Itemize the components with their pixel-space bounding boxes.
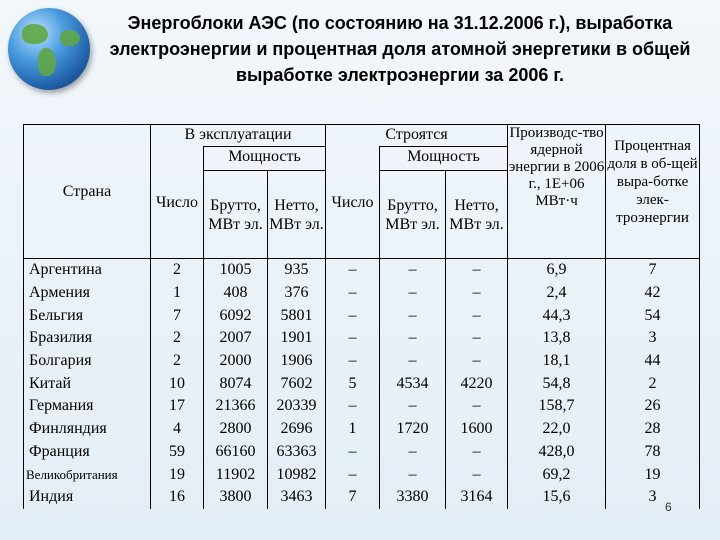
header-c-gross: Брутто, МВт эл. (380, 171, 446, 259)
cell-op-net: 1906 (268, 350, 326, 373)
header-op-number: Число (151, 147, 204, 259)
table-row (24, 350, 700, 373)
cell-c-net: 4220 (446, 372, 508, 395)
cell-c-gross: – (380, 304, 446, 327)
title-line-1: Энергоблоки АЭС (по состоянию на 31.12.2006 г.), выработка (127, 13, 673, 33)
cell-c-num: 1 (326, 418, 380, 441)
table-row (24, 259, 700, 282)
header-c-capacity: Мощность (380, 147, 508, 171)
cell-prod: 13,8 (508, 327, 606, 350)
cell-share: 2 (606, 372, 700, 395)
cell-op-num: 10 (151, 372, 204, 395)
cell-op-num: 2 (151, 327, 204, 350)
cell-op-num: 16 (151, 486, 204, 509)
cell-c-gross: – (380, 259, 446, 282)
title-line-3: выработке электроэнергии за 2006 г. (235, 65, 565, 85)
cell-op-gross: 2800 (204, 418, 268, 441)
cell-c-net: – (446, 259, 508, 282)
cell-country: Болгария (24, 350, 151, 373)
cell-country: Армения (24, 282, 151, 305)
cell-c-num: – (326, 463, 380, 486)
cell-op-net: 7602 (268, 372, 326, 395)
cell-op-net: 2696 (268, 418, 326, 441)
cell-op-net: 5801 (268, 304, 326, 327)
header-op-capacity: Мощность (204, 147, 326, 171)
cell-c-net: – (446, 304, 508, 327)
cell-country: Бразилия (24, 327, 151, 350)
cell-share: 42 (606, 282, 700, 305)
table-row (24, 463, 700, 486)
cell-c-gross: – (380, 282, 446, 305)
cell-op-net: 935 (268, 259, 326, 282)
cell-c-gross: 3380 (380, 486, 446, 509)
cell-op-gross: 2007 (204, 327, 268, 350)
cell-op-num: 1 (151, 282, 204, 305)
cell-op-gross: 3800 (204, 486, 268, 509)
cell-c-net: – (446, 282, 508, 305)
cell-country: Финляндия (24, 418, 151, 441)
cell-prod: 15,6 (508, 486, 606, 509)
cell-share: 26 (606, 395, 700, 418)
cell-c-net: – (446, 327, 508, 350)
table-body (24, 259, 700, 509)
cell-c-net: 1600 (446, 418, 508, 441)
cell-op-net: 3463 (268, 486, 326, 509)
cell-country: Бельгия (24, 304, 151, 327)
cell-c-gross: – (380, 395, 446, 418)
cell-share: 44 (606, 350, 700, 373)
table-row (24, 327, 700, 350)
cell-op-gross: 6092 (204, 304, 268, 327)
cell-share: 3 (606, 486, 700, 509)
cell-prod: 22,0 (508, 418, 606, 441)
table-row (24, 441, 700, 464)
header-country: Страна (24, 125, 151, 259)
cell-op-net: 376 (268, 282, 326, 305)
cell-prod: 158,7 (508, 395, 606, 418)
cell-c-num: – (326, 304, 380, 327)
header-share: Процентная доля в об-щей выра-ботке элек-троэнергии (606, 125, 700, 259)
title-line-2: электроэнергии и процентная доля атомной энергетики в общей (109, 39, 691, 59)
cell-op-num: 19 (151, 463, 204, 486)
cell-c-gross: – (380, 463, 446, 486)
cell-c-net: – (446, 463, 508, 486)
cell-op-num: 7 (151, 304, 204, 327)
cell-op-net: 20339 (268, 395, 326, 418)
cell-country: Франция (24, 441, 151, 464)
header-production: Производс-тво ядерной энергии в 2006 г., 1Е+06 МВт·ч (508, 125, 606, 259)
cell-c-num: – (326, 350, 380, 373)
cell-op-num: 59 (151, 441, 204, 464)
cell-prod: 428,0 (508, 441, 606, 464)
cell-country: Индия (24, 486, 151, 509)
cell-prod: 69,2 (508, 463, 606, 486)
header-c-net: Нетто, МВт эл. (446, 171, 508, 259)
header-op-gross: Брутто, МВт эл. (204, 171, 268, 259)
cell-c-num: – (326, 395, 380, 418)
cell-country: Великобритания (24, 463, 151, 486)
slide-title (100, 10, 700, 88)
cell-op-net: 1901 (268, 327, 326, 350)
cell-prod: 2,4 (508, 282, 606, 305)
globe-icon (8, 8, 90, 90)
header-in-operation: В эксплуатации (151, 125, 326, 147)
cell-op-gross: 66160 (204, 441, 268, 464)
cell-c-gross: – (380, 350, 446, 373)
cell-share: 28 (606, 418, 700, 441)
cell-country: Аргентина (24, 259, 151, 282)
cell-c-net: 3164 (446, 486, 508, 509)
cell-share: 54 (606, 304, 700, 327)
cell-op-gross: 11902 (204, 463, 268, 486)
cell-prod: 6,9 (508, 259, 606, 282)
table-row (24, 304, 700, 327)
npp-table (23, 124, 700, 509)
cell-prod: 44,3 (508, 304, 606, 327)
header-c-number: Число (326, 147, 380, 259)
cell-op-net: 10982 (268, 463, 326, 486)
table-row (24, 372, 700, 395)
cell-op-num: 2 (151, 350, 204, 373)
table-row (24, 418, 700, 441)
cell-c-num: – (326, 441, 380, 464)
cell-op-gross: 8074 (204, 372, 268, 395)
cell-prod: 54,8 (508, 372, 606, 395)
cell-share: 7 (606, 259, 700, 282)
page-number: 6 (665, 500, 672, 514)
cell-op-net: 63363 (268, 441, 326, 464)
cell-c-num: – (326, 282, 380, 305)
table-row (24, 395, 700, 418)
cell-op-gross: 1005 (204, 259, 268, 282)
cell-op-gross: 2000 (204, 350, 268, 373)
cell-op-num: 17 (151, 395, 204, 418)
header-op-net: Нетто, МВт эл. (268, 171, 326, 259)
cell-c-net: – (446, 350, 508, 373)
cell-c-num: – (326, 259, 380, 282)
cell-share: 78 (606, 441, 700, 464)
cell-c-gross: – (380, 441, 446, 464)
cell-share: 3 (606, 327, 700, 350)
cell-op-gross: 408 (204, 282, 268, 305)
cell-c-gross: 1720 (380, 418, 446, 441)
table-row (24, 282, 700, 305)
cell-share: 19 (606, 463, 700, 486)
cell-c-num: 5 (326, 372, 380, 395)
table-row (24, 486, 700, 509)
cell-c-num: – (326, 327, 380, 350)
cell-country: Германия (24, 395, 151, 418)
cell-op-num: 4 (151, 418, 204, 441)
cell-c-num: 7 (326, 486, 380, 509)
cell-op-gross: 21366 (204, 395, 268, 418)
cell-c-net: – (446, 441, 508, 464)
cell-op-num: 2 (151, 259, 204, 282)
cell-c-net: – (446, 395, 508, 418)
header-under-construction: Строятся (326, 125, 508, 147)
cell-prod: 18,1 (508, 350, 606, 373)
cell-c-gross: – (380, 327, 446, 350)
cell-c-gross: 4534 (380, 372, 446, 395)
cell-country: Китай (24, 372, 151, 395)
